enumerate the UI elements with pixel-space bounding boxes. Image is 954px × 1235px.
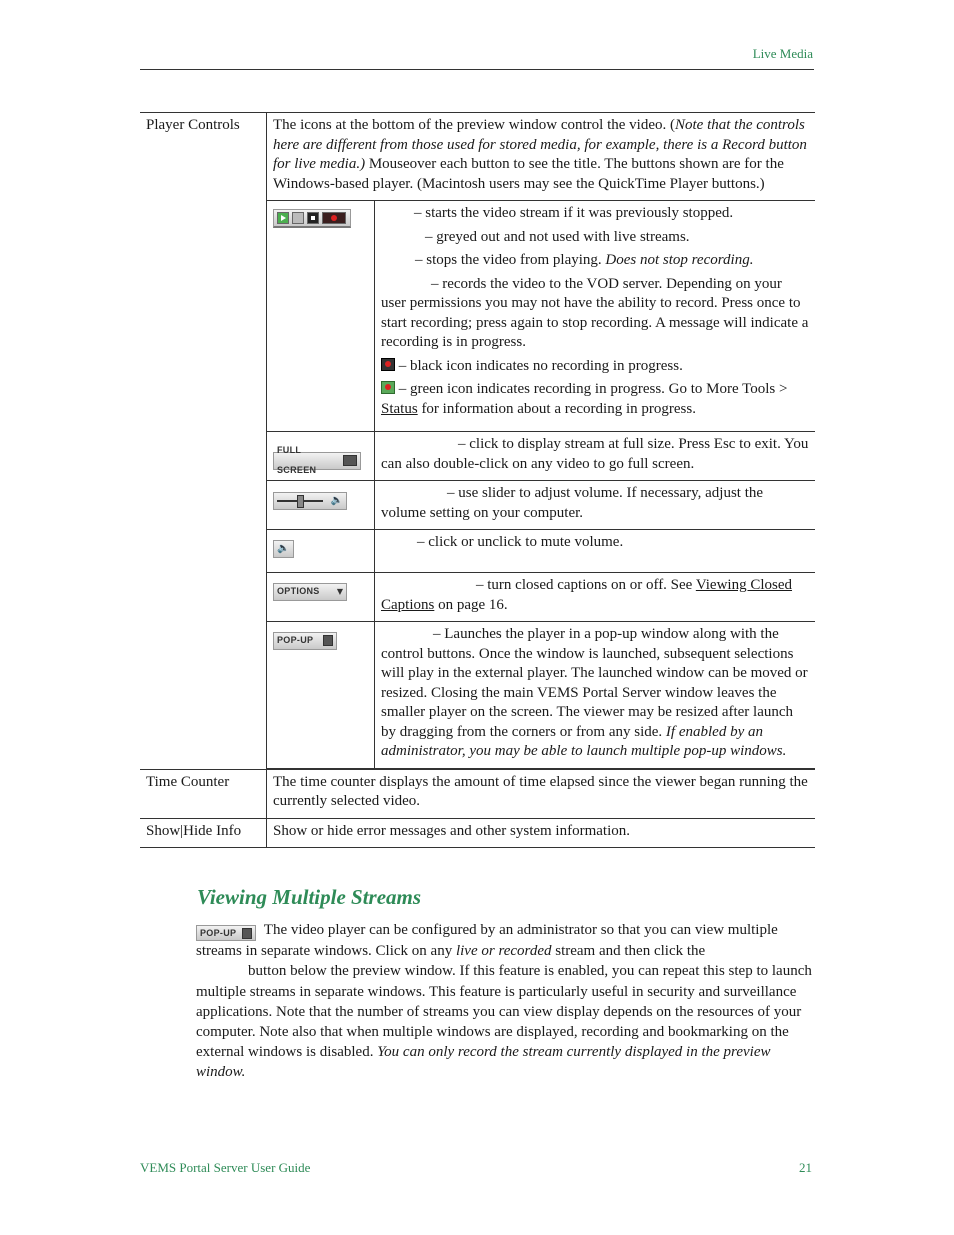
- mute-button-image: [273, 540, 294, 558]
- speaker-icon: 🔈: [330, 495, 343, 507]
- time-counter-desc: The time counter displays the amount of time elapsed since the viewer began running the currently selected video.: [267, 769, 816, 818]
- controls-subtable: [267, 200, 815, 769]
- fullscreen-row: [267, 432, 815, 481]
- player-controls-desc: [267, 113, 816, 770]
- time-counter-label: Time Counter: [140, 769, 267, 818]
- popup-button-image: POP-UP: [273, 632, 337, 650]
- viewing-closed-captions-link[interactable]: Viewing Closed Captions: [381, 577, 793, 613]
- section-heading: Viewing Multiple Streams: [197, 885, 422, 909]
- record-green-icon: [381, 381, 395, 394]
- play-icon: [277, 212, 289, 224]
- record-black-icon: [381, 358, 395, 371]
- section-body: POP-UP The video player can be configured by an administrator so that you can view multiple streams in separate windows. Click on any live or recorded stream and then click the button below the preview window. If this feature is enabled, you can repeat this step to launch multiple streams in separate windows. This feature is particularly useful in security and surveillance applications. Note that the number of streams you can view display depends on the resources of your computer. Note also that when multiple windows are displayed, recording and bookmarking on the external windows is disabled. You can only record the stream currently displayed in the preview window.: [196, 922, 812, 1081]
- fullscreen-text: – click to display stream at full size. Press Esc to exit. You can also double-click on any video to go full screen.: [375, 432, 816, 481]
- mute-icon-cell: [267, 530, 375, 573]
- options-row: [267, 573, 815, 622]
- volume-row: [267, 481, 815, 530]
- show-hide-desc: Show or hide error messages and other system information.: [267, 818, 816, 848]
- popup-window-icon: [323, 635, 333, 646]
- time-counter-row: [140, 769, 815, 818]
- footer-page-number: 21: [799, 1160, 812, 1175]
- popup-text: – Launches the player in a pop-up window along with the control buttons. Once the window is launched, subsequent selections will play in the external player. The launched window can be moved or resized. Closing the main VEMS Portal Server window leaves the smaller player on the screen. The viewer may be resized after launch by dragging from the corners or from any side. If enabled by an administrator, you may be able to launch multiple pop-up windows.: [375, 622, 816, 769]
- mute-text: – click or unclick to mute volume.: [375, 530, 816, 573]
- transport-icon-cell: [267, 201, 375, 432]
- options-text: – turn closed captions on or off. See Viewing Closed Captions on page 16.: [375, 573, 816, 622]
- show-hide-row: [140, 818, 815, 848]
- show-hide-label: Show|Hide Info: [140, 818, 267, 848]
- mute-row: [267, 530, 815, 573]
- player-controls-label: Player Controls: [140, 113, 267, 770]
- player-controls-table: [140, 112, 815, 848]
- record-icon: [322, 212, 346, 224]
- volume-icon-cell: [267, 481, 375, 530]
- transport-row: [267, 201, 815, 432]
- volume-slider-image: [273, 492, 347, 510]
- status-link[interactable]: Status: [381, 400, 418, 417]
- popup-window-icon: [242, 928, 252, 939]
- mute-icon: 🔈: [277, 543, 290, 554]
- pause-icon: [292, 212, 304, 224]
- header-rule: [140, 69, 814, 70]
- fullscreen-icon: [343, 455, 357, 466]
- footer-guide-title: VEMS Portal Server User Guide: [140, 1160, 311, 1175]
- fullscreen-button-image: FULL SCREEN: [273, 452, 361, 470]
- options-button-image: OPTIONS ▼: [273, 583, 347, 601]
- transport-text: – starts the video stream if it was previously stopped. – greyed out and not used with live streams. – stops the video from playing. Does not stop recording. – records the video to the VOD server. Depending on your user permissions you may not have the ability to record. Press once to start recording; press again to stop recording. A message will indicate a recording is in progress. – black icon indicates no recording in progress. – green icon indicates recording in progress. Go to More Tools > Status for information about a recording in progress.: [375, 201, 816, 432]
- transport-buttons-image: [273, 209, 351, 228]
- dropdown-caret-icon: ▼: [336, 587, 343, 596]
- inline-popup-button-image: POP-UP: [196, 925, 256, 941]
- volume-text: – use slider to adjust volume. If necessary, adjust the volume setting on your computer.: [375, 481, 816, 530]
- player-controls-intro: The icons at the bottom of the preview window control the video. (Note that the controls here are different from those used for stored media, for example, there is a Record button for live media.) Mouseover each button to see the title. The buttons shown are for the Windows-based player. (Macintosh users may see the QuickTime Player buttons.): [273, 117, 807, 192]
- options-icon-cell: [267, 573, 375, 622]
- fullscreen-icon-cell: [267, 432, 375, 481]
- running-header: Live Media: [752, 46, 813, 61]
- stop-icon: [307, 212, 319, 224]
- popup-icon-cell: [267, 622, 375, 769]
- popup-row: [267, 622, 815, 769]
